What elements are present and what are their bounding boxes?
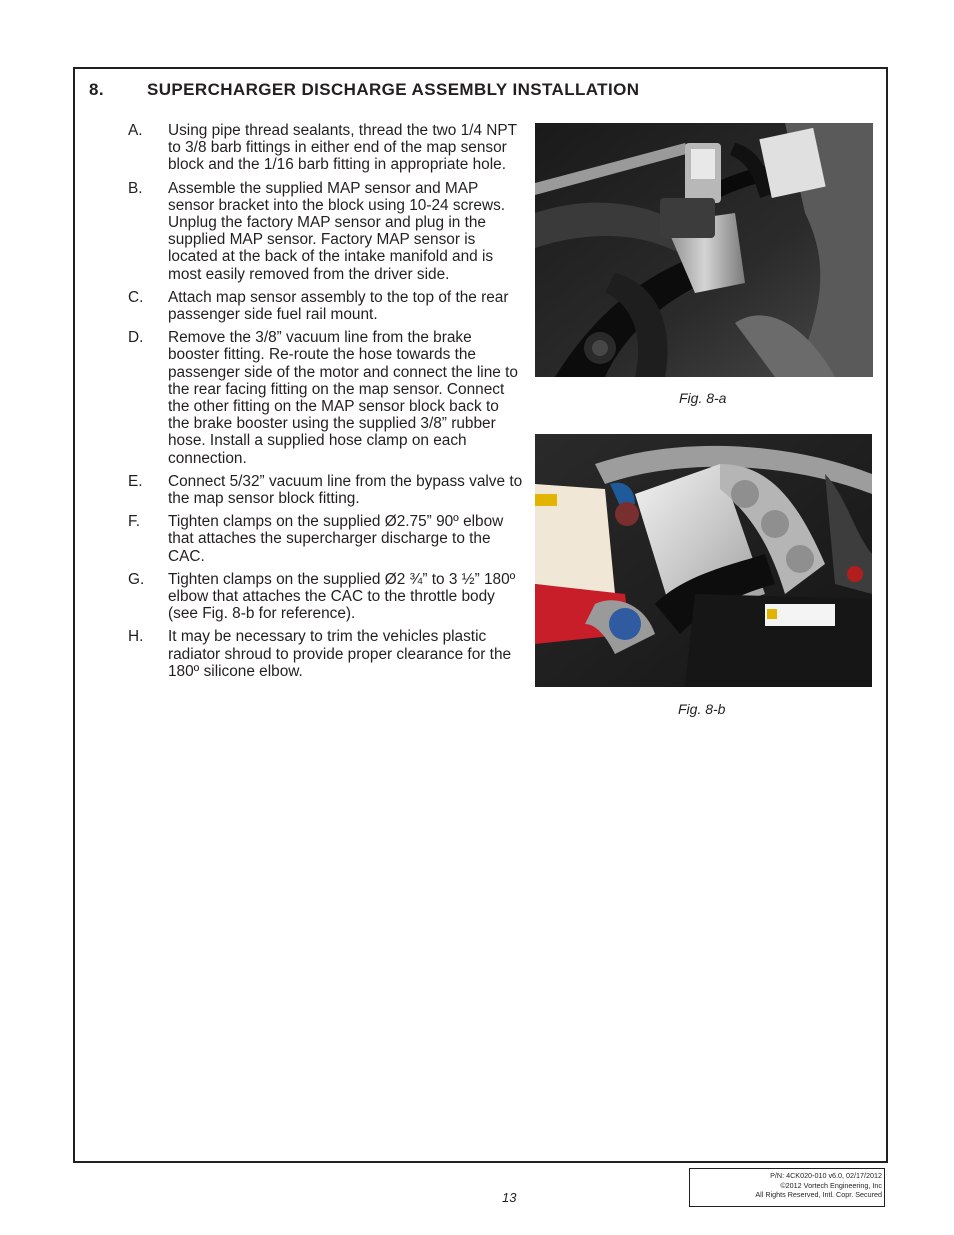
step-text: Remove the 3/8” vacuum line from the brake booster fitting. Re-route the hose towards the passenger side of the motor and connect the line to the rear facing fitting on the map sensor. Connect the other fitting on the MAP sensor block back to the brake booster using the supplied 3/8” rubber hose. Install a supplied hose clamp on each connection. — [168, 329, 518, 467]
section-heading: SUPERCHARGER DISCHARGE ASSEMBLY INSTALLATION — [147, 80, 640, 99]
rights-notice: All Rights Reserved, Intl. Copr. Secured — [755, 1190, 882, 1200]
part-number: P/N: 4CK020-010 v6.0, 02/17/2012 — [770, 1171, 882, 1180]
step-text: Attach map sensor assembly to the top of the rear passenger side fuel rail mount. — [168, 288, 509, 324]
step-text: It may be necessary to trim the vehicles plastic radiator shroud to provide proper clearance for the 180º silicone elbow. — [168, 628, 512, 680]
step-letter: A. — [128, 122, 143, 139]
section-number: 8. — [89, 80, 104, 99]
step-text: Connect 5/32” vacuum line from the bypass valve to the map sensor block fitting. — [168, 472, 523, 508]
step-f — [128, 513, 524, 565]
step-text: Tighten clamps on the supplied Ø2.75” 90º elbow that attaches the supercharger discharge to the CAC. — [168, 513, 504, 565]
step-d — [128, 329, 524, 467]
section-title — [89, 80, 639, 100]
instruction-list — [128, 122, 524, 686]
figure-8b-photo — [535, 434, 872, 687]
step-text: Tighten clamps on the supplied Ø2 ¾” to 3 ½” 180º elbow that attaches the CAC to the throttle body (see Fig. 8-b for reference). — [168, 570, 516, 623]
step-letter: C. — [128, 288, 144, 306]
step-b — [128, 180, 524, 283]
step-text: Using pipe thread sealants, thread the two 1/4 NPT to 3/8 barb fittings in either end of the map sensor block and the 1/16 barb fitting in appropriate hole. — [168, 122, 517, 174]
step-letter: D. — [128, 329, 144, 347]
step-text: Assemble the supplied MAP sensor and MAP sensor bracket into the block using 10-24 screws. Unplug the factory MAP sensor and plug in the supplied MAP sensor. Factory MAP sensor is located at the back of the intake manifold and is most easily removed from the driver side. — [168, 179, 506, 283]
step-letter: E. — [128, 472, 143, 490]
step-g — [128, 571, 524, 623]
step-c — [128, 289, 524, 323]
step-letter: B. — [128, 179, 143, 197]
step-letter: H. — [128, 628, 144, 646]
step-a — [128, 122, 524, 174]
figure-8a-photo — [535, 123, 873, 377]
footer-info-box — [689, 1168, 885, 1207]
step-h — [128, 628, 524, 680]
step-letter: G. — [128, 570, 145, 588]
step-e — [128, 473, 524, 507]
page-number: 13 — [502, 1190, 517, 1205]
figure-8b-caption: Fig. 8-b — [678, 701, 726, 717]
step-letter: F. — [128, 513, 140, 531]
copyright: ©2012 Vortech Engineering, Inc — [780, 1180, 882, 1190]
figure-8a-caption: Fig. 8-a — [679, 390, 727, 406]
